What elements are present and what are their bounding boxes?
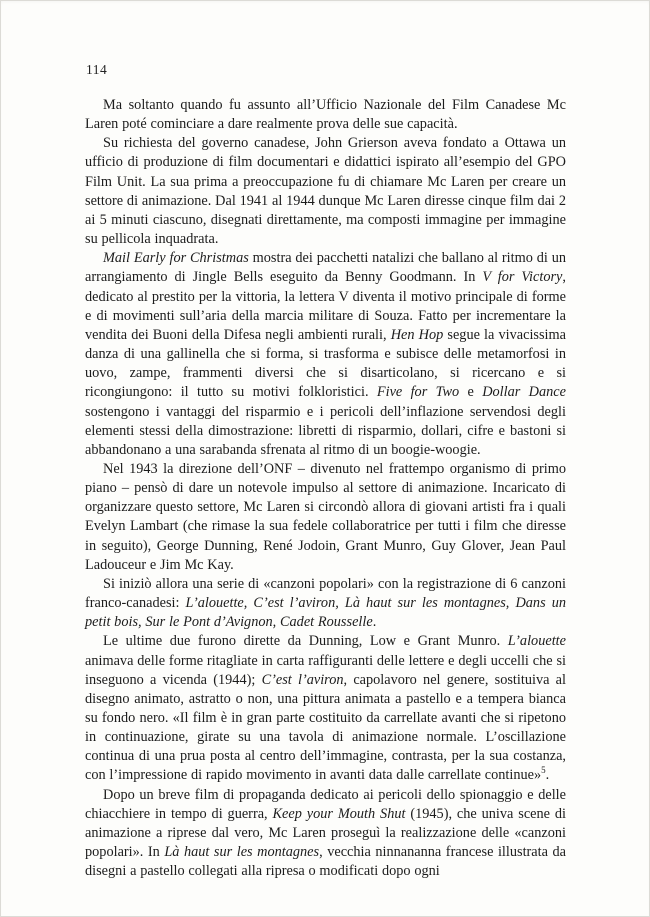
text-segment: e (459, 384, 483, 401)
italic-text: Dollar Dance (482, 384, 566, 401)
paragraph (85, 249, 566, 460)
text-segment: Su richiesta del governo canadese, John Grierson aveva fondato a Ottawa un ufficio di produzione di film documentari e didattici ispirato all’esempio del GPO Film Unit. La sua prima a preoccupazione fu di chiamare Mc Laren per creare un settore di animazione. Dal 1941 al 1944 dunque Mc Laren diresse cinque film dai 2 ai 5 minuti ciascuno, disegnati direttamente, ma composti immagine per immagine su pellicola inquadrata. (85, 135, 566, 248)
text-segment: . (545, 767, 550, 784)
text-segment: Si iniziò allora una serie di «canzoni popolari» con la registrazione di 6 canzoni franco-canadesi: (85, 575, 566, 612)
paragraph (85, 96, 566, 134)
text-segment: Le ultime due furono dirette da Dunning, Low e Grant Munro. (103, 633, 508, 650)
paragraph (85, 632, 566, 785)
text-segment: , capolavoro nel genere, sostituiva al disegno animato, astratto o non, una pittura animata a pastello e a tempera bianca su fondo nero. «Il film è in gran parte costituito da carrellate avanti che si ripetono in continuazione, girate su una tavola di animazione normale. L’oscillazione continua di una prua posta al centro dell’immagine, contrasta, per la sua costanza, con l’impressione di rapido movimento in avanti data dalle carrellate continue» (85, 671, 566, 784)
italic-text: Mail Early for Christmas (103, 250, 249, 267)
text-segment: . (372, 614, 377, 631)
text-segment: Ma soltanto quando fu assunto all’Ufficio Nazionale del Film Canadese Mc Laren poté cominciare a dare realmente prova delle sue capacità. (85, 97, 566, 133)
text-segment: , vecchia ninnananna francese illustrata da disegni a pastello collegati alla ripresa o modificati dopo ogni (85, 844, 566, 880)
page-number: 114 (86, 62, 108, 77)
text-segment: (1945), che univa scene di animazione a riprese dal vero, Mc Laren proseguì la realizzazione delle «canzoni popolari». In (85, 805, 566, 861)
text-segment: , dedicato al prestito per la vittoria, la lettera V diventa il motivo principale di forme e di movimenti sull’aria della marcia militare di Souza. Fatto per incrementare la vendita dei Buoni della Difesa negli ambienti rurali, (85, 269, 566, 343)
paragraph (85, 460, 566, 575)
paragraph (85, 575, 566, 632)
italic-text: L’alouette (507, 633, 566, 650)
italic-text: Hen Hop (390, 326, 444, 343)
text-segment: animava delle forme ritagliate in carta raffiguranti delle lettere e degli uccelli che si inseguono a vicenda (1944); (85, 652, 566, 688)
text-segment: sostengono i vantaggi del risparmio e i pericoli dell’inflazione servendosi degli elementi stessi della dimostrazione: libretti di risparmio, dollari, cifre e bastoni si abbandonano a una sarabanda sfrenata al ritmo di un boogie-woogie. (85, 403, 566, 458)
italic-text: Là haut sur les montagnes (164, 844, 320, 861)
text-segment: Dopo un breve film di propaganda dedicato ai pericoli dello spionaggio e delle chiacchiere in tempo di guerra, (85, 786, 566, 822)
paragraph (85, 786, 566, 882)
footnote-reference: 5 (541, 765, 546, 776)
italic-text: V for Victory (482, 269, 563, 286)
text-block (85, 96, 566, 881)
text-segment: Nel 1943 la direzione dell’ONF – divenuto nel frattempo organismo di primo piano – pensò di dare un notevole impulso al settore di animazione. Incaricato di organizzare questo settore, Mc Laren si circondò allora di giovani artisti fra i quali Evelyn Lambart (che rimase la sua fedele collaboratrice per tutti i film che diresse in seguito), George Dunning, René Jodoin, Grant Munro, Guy Glover, Jean Paul Ladouceur e Jim Mc Kay. (85, 460, 566, 573)
text-segment: mostra dei pacchetti natalizi che ballano al ritmo di un arrangiamento di Jingle Bells eseguito da Benny Goodmann. In (85, 250, 566, 286)
italic-text: Five for Two (376, 384, 460, 401)
italic-text: C’est l’aviron (261, 671, 344, 688)
text-segment: segue la vivacissima danza di una gallinella che si forma, si trasforma e subisce delle metamorfosi in uovo, zampe, frammenti diversi che si disarticolano, si ricercano e si ricongiungono: il tutto su motivi folkloristici. (85, 326, 566, 401)
paragraph (85, 134, 566, 249)
italic-text: Keep your Mouth Shut (272, 805, 406, 822)
italic-text: L’alouette, C’est l’aviron, Là haut sur les montagnes, Dans un petit bois, Sur le Pont d’Avignon, Cadet Rousselle (85, 595, 566, 631)
